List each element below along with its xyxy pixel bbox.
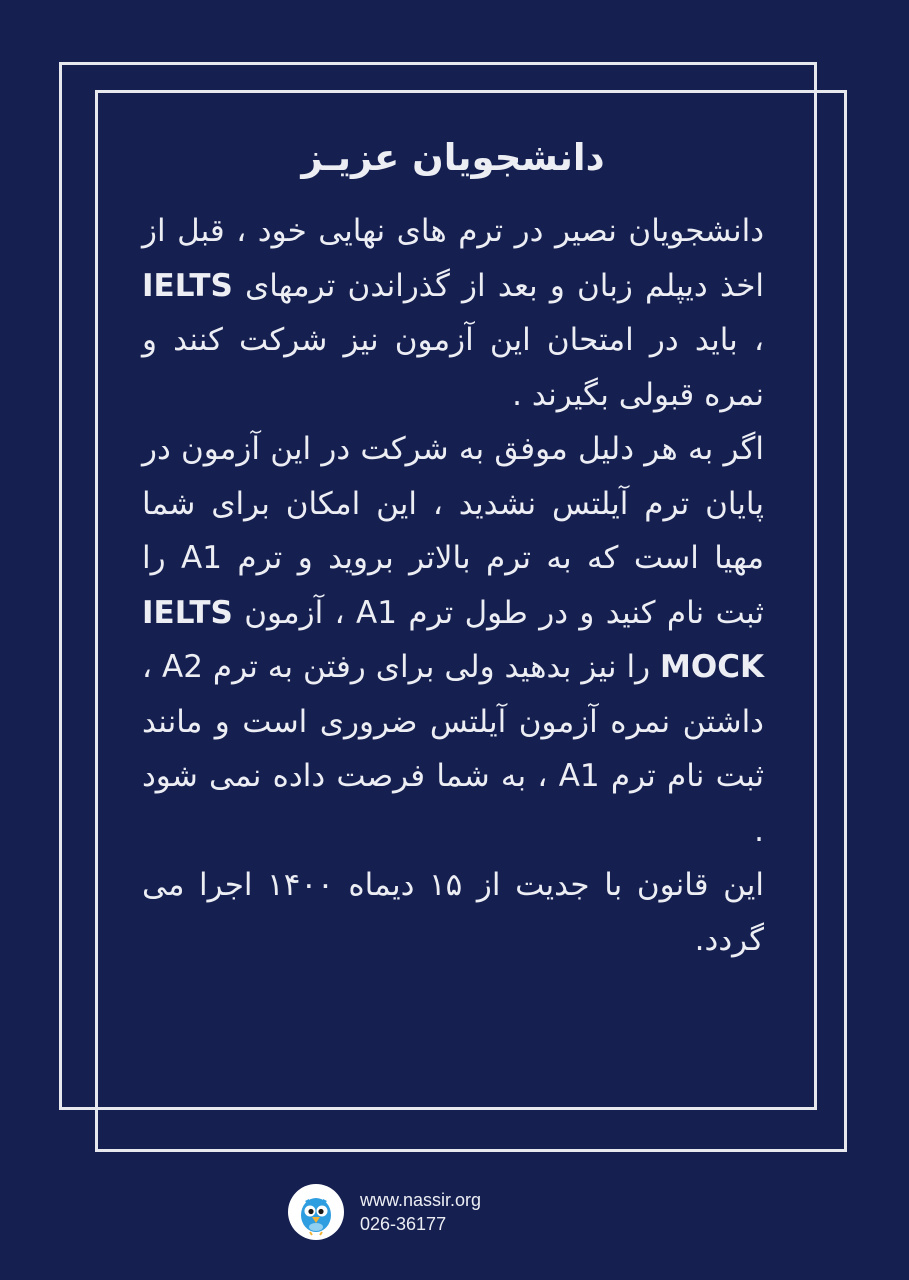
announcement-body <box>142 128 764 967</box>
bird-mascot-icon <box>288 1184 344 1240</box>
paragraph-1 <box>142 204 764 422</box>
website-link[interactable]: www.nassir.org <box>360 1190 482 1210</box>
level-a1-label: A1 <box>355 594 397 631</box>
p2-text-6: ، به شما فرصت داده نمی شود . <box>142 758 764 849</box>
p2-text-5: ، داشتن نمره آزمون آیلتس ضروری است و مانند ثبت نام ترم <box>142 649 764 794</box>
p1-text-1: دانشجویان نصیر در ترم های نهایی خود ، قبل از اخذ دیپلم زبان و بعد از گذراندن ترمهای <box>142 213 764 304</box>
p2-text-4: را نیز بدهید ولی برای رفتن به ترم <box>202 649 661 685</box>
level-a1-label: A1 <box>558 758 600 794</box>
ielts-mock-keyword: IELTS MOCK <box>142 594 764 685</box>
bird-mascot-icon <box>291 1187 341 1237</box>
p1-text-2: ، باید در امتحان این آزمون نیز شرکت کنند و نمره قبولی بگیرند . <box>142 322 764 413</box>
p2-text-1: اگر به هر دلیل موفق به شرکت در این آزمون در پایان ترم آیلتس نشدید ، این امکان برای شما مهیا است که به ترم بالاتر بروید و ترم <box>142 431 765 576</box>
ielts-keyword: IELTS <box>142 267 233 304</box>
footer <box>288 1183 481 1241</box>
announcement-title: دانشجویان عزیـز <box>301 136 605 179</box>
phone-number: 026-36177 <box>360 1214 447 1234</box>
level-a2-label: A2 <box>161 649 203 685</box>
level-a1-label: A1 <box>181 540 222 576</box>
p2-text-2: را ثبت نام کنید و در طول ترم <box>142 540 764 631</box>
paragraph-3: این قانون با جدیت از ۱۵ دیماه ۱۴۰۰ اجرا می گردد. <box>142 867 764 958</box>
p2-text-3: ، آزمون <box>232 594 356 631</box>
contact-info <box>360 1188 481 1236</box>
paragraph-2 <box>142 422 764 858</box>
